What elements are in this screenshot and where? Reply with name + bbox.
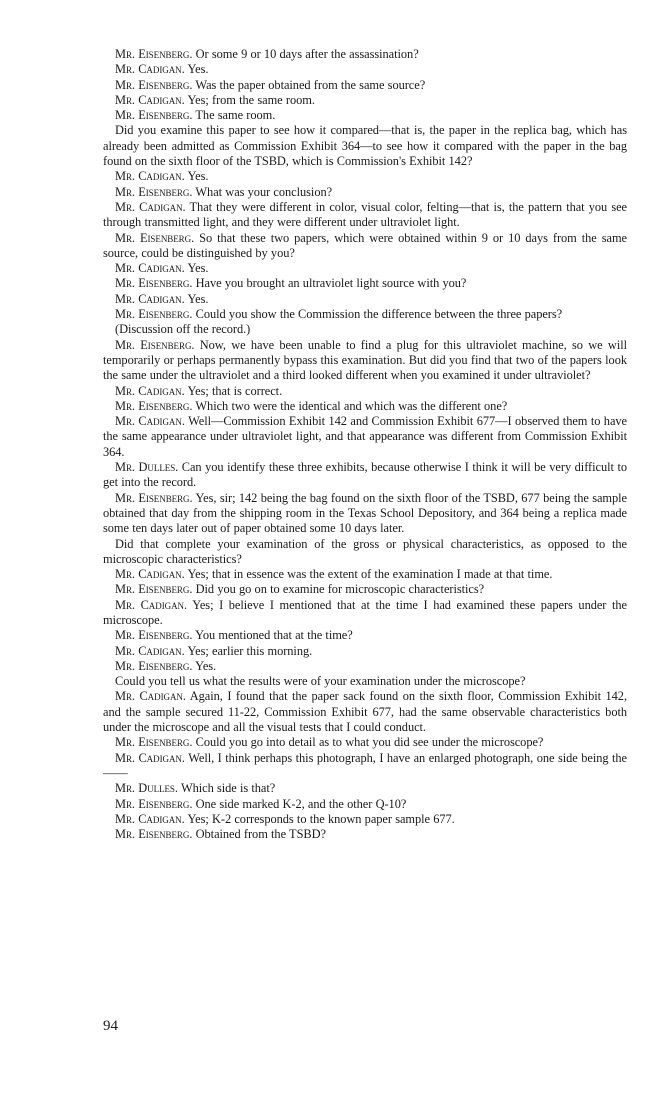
speaker-name: Mr. Eisenberg. [115,628,193,643]
paragraph-text: Yes. [184,62,209,77]
transcript-paragraph [103,123,627,169]
paragraph-text: Could you show the Commission the difference between the three papers? [192,307,563,322]
paragraph-text: Could you tell us what the results were of your examination under the microscope? [115,674,526,689]
paragraph-text: Yes. [192,658,217,673]
paragraph-text: Could you go into detail as to what you did see under the microscope? [192,735,544,750]
transcript-paragraph [103,384,627,399]
paragraph-text: Yes. [184,169,209,184]
speaker-name: Mr. Cadigan. [115,414,185,429]
speaker-name: Mr. Cadigan. [115,199,186,214]
transcript-paragraph [103,322,627,337]
speaker-name: Mr. Eisenberg. [115,490,193,505]
transcript-paragraph [103,751,627,782]
paragraph-text: Well—Commission Exhibit 142 and Commission Exhibit 677—I observed them to have the same appearance under ultraviolet light, and that appearance was different from Commission Exhibit 364. [103,414,627,459]
speaker-name: Mr. Eisenberg. [115,108,193,123]
paragraph-text: Did you examine this paper to see how it compared—that is, the paper in the replica bag, which has already been admitted as Commission Exhibit 364—to see how it compared with the paper in the bag found on the sixth floor of the TSBD, which is Commission's Exhibit 142? [103,123,627,169]
speaker-name: Mr. Eisenberg. [115,276,193,291]
speaker-name: Mr. Cadigan. [115,689,186,704]
paragraph-text: Did that complete your examination of the gross or physical characteristics, as opposed to the microscopic characteristics? [103,536,627,566]
paragraph-text: Yes; from the same room. [184,92,315,107]
transcript-paragraph [103,781,627,796]
paragraph-text: Which side is that? [177,781,276,796]
transcript-paragraph [103,338,627,384]
transcript-paragraph [103,78,627,93]
speaker-name: Mr. Cadigan. [115,92,185,107]
paragraph-text: So that these two papers, which were obtained within 9 or 10 days from the same source, could be distinguished by you? [103,230,627,260]
paragraph-text: That they were different in color, visual color, felting—that is, the pattern that you see through transmitted light, and they were different under ultraviolet light. [103,199,627,230]
transcript-paragraph [103,292,627,307]
transcript-paragraph [103,689,627,735]
paragraph-text: Did you go on to examine for microscopic characteristics? [192,582,485,597]
paragraph-text: Yes; that is correct. [184,383,283,398]
paragraph-text: Have you brought an ultraviolet light source with you? [192,276,467,291]
speaker-name: Mr. Eisenberg. [115,307,193,322]
transcript-paragraph [103,414,627,460]
speaker-name: Mr. Cadigan. [115,62,185,77]
transcript-paragraph [103,276,627,291]
transcript-paragraph [103,261,627,276]
paragraph-text: Yes. [184,291,209,306]
transcript-paragraph [103,185,627,200]
paragraph-text: Now, we have been unable to find a plug for this ultraviolet machine, so we will temporarily or perhaps permanently bypass this examination. But did you find that two of the papers look the same under the ultraviolet and a third looked different when you examined it under ultraviolet? [103,337,627,383]
transcript-paragraph [103,674,627,689]
paragraph-text: Yes. [184,261,209,276]
speaker-name: Mr. Eisenberg. [115,582,193,597]
speaker-name: Mr. Cadigan. [115,811,185,826]
transcript-paragraph [103,659,627,674]
transcript-paragraph [103,827,627,842]
transcript-paragraph [103,812,627,827]
transcript-paragraph [103,628,627,643]
transcript-paragraph [103,735,627,750]
page-number: 94 [103,1018,118,1034]
speaker-name: Mr. Eisenberg. [115,398,193,413]
transcript-paragraph [103,169,627,184]
paragraph-text: Obtained from the TSBD? [192,827,326,842]
speaker-name: Mr. Eisenberg. [115,735,193,750]
transcript-paragraph [103,108,627,123]
transcript-paragraph [103,460,627,491]
speaker-name: Mr. Cadigan. [115,383,185,398]
transcript-paragraph [103,598,627,629]
transcript-paragraph [103,582,627,597]
paragraph-text: Again, I found that the paper sack found on the sixth floor, Commission Exhibit 142, and the sample secured 11-22, Commission Exhibit 677, had the same observable characteristics both under the microscope and all the visual tests that I could conduct. [103,689,627,735]
paragraph-text: Which two were the identical and which was the different one? [192,398,508,413]
transcript-paragraph [103,644,627,659]
paragraph-text: Yes; K-2 corresponds to the known paper sample 677. [184,811,455,826]
transcript-paragraph [103,491,627,537]
transcript-paragraph [103,399,627,414]
paragraph-text: Can you identify these three exhibits, because otherwise I think it will be very difficult to get into the record. [103,460,627,490]
paragraph-text: Yes, sir; 142 being the bag found on the sixth floor of the TSBD, 677 being the sample obtained that day from the shipping room in the Texas School Depository, and 364 being a replica made some ten days later out of paper obtained some 10 days later. [103,490,627,536]
paragraph-text: Was the paper obtained from the same source? [192,77,426,92]
paragraph-text: You mentioned that at the time? [192,628,353,643]
speaker-name: Mr. Eisenberg. [115,77,193,92]
paragraph-text: Yes; earlier this morning. [184,643,313,658]
speaker-name: Mr. Eisenberg. [115,796,193,811]
speaker-name: Mr. Eisenberg. [115,827,193,842]
transcript-paragraph [103,307,627,322]
transcript-paragraph [103,567,627,582]
transcript-paragraph [103,93,627,108]
speaker-name: Mr. Cadigan. [115,261,185,276]
transcript-paragraph [103,62,627,77]
transcript-paragraph [103,537,627,568]
paragraph-text: Well, I think perhaps this photograph, I have an enlarged photograph, one side being the—— [103,750,627,780]
speaker-name: Mr. Eisenberg. [115,337,195,352]
paragraph-text: Yes; I believe I mentioned that at the time I had examined these papers under the microscope. [103,597,627,627]
paragraph-text: One side marked K-2, and the other Q-10? [192,796,407,811]
speaker-name: Mr. Eisenberg. [115,230,195,245]
paragraph-text: Or some 9 or 10 days after the assassination? [192,47,419,61]
speaker-name: Mr. Cadigan. [115,597,188,612]
speaker-name: Mr. Cadigan. [115,643,185,658]
speaker-name: Mr. Cadigan. [115,291,185,306]
transcript-paragraph [103,797,627,812]
speaker-name: Mr. Dulles. [115,460,179,475]
paragraph-text: What was your conclusion? [192,184,333,199]
speaker-name: Mr. Cadigan. [115,567,185,582]
speaker-name: Mr. Cadigan. [115,750,185,765]
transcript-body [103,47,627,842]
speaker-name: Mr. Eisenberg. [115,47,193,61]
speaker-name: Mr. Eisenberg. [115,658,193,673]
speaker-name: Mr. Cadigan. [115,169,185,184]
speaker-name: Mr. Dulles. [115,781,178,796]
transcript-paragraph [103,200,627,231]
speaker-name: Mr. Eisenberg. [115,184,193,199]
paragraph-text: (Discussion off the record.) [115,322,251,337]
transcript-paragraph [103,231,627,262]
paragraph-text: The same room. [192,108,276,123]
paragraph-text: Yes; that in essence was the extent of the examination I made at that time. [184,567,553,582]
transcript-paragraph [103,47,627,62]
